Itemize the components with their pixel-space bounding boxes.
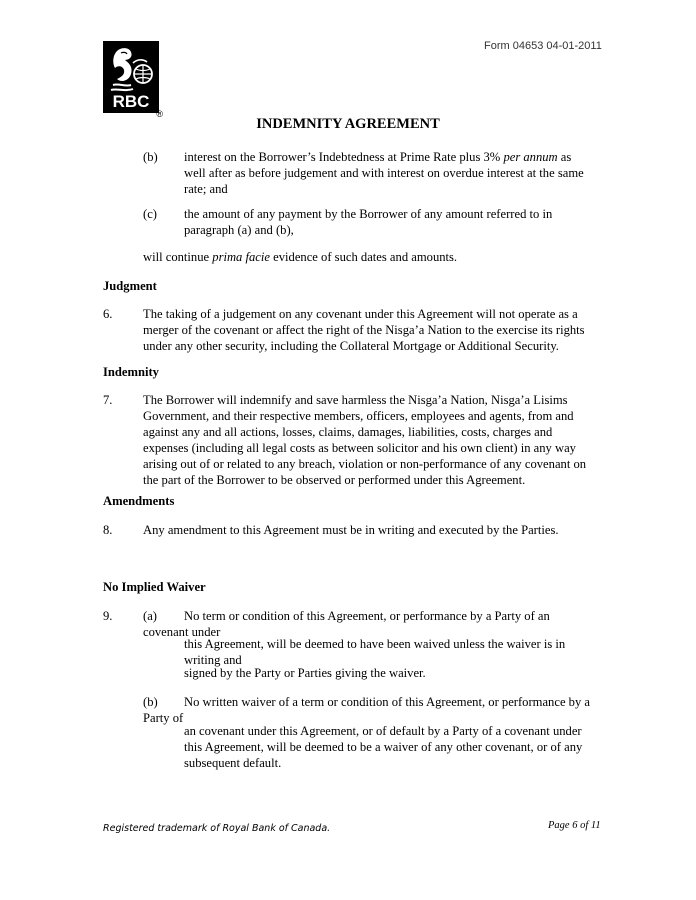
rbc-logo bbox=[103, 41, 165, 119]
heading-no-implied-waiver: No Implied Waiver bbox=[103, 580, 206, 594]
logo-text: RBC bbox=[112, 92, 150, 111]
rbc-lion-globe-icon bbox=[103, 41, 165, 119]
section-7-text: The Borrower will indemnify and save harmless the Nisga’a Nation, Nisga’a Lisims Government, and their respective members, officers, employees and agents, from and against any and all actions, losses, claims, damages, liabilities, costs, charges and expenses (including all legal costs as between solicitor and his own client) in any way arising out of or related to any breach, violation or non-performance of any covenant on the part of the Borrower to be observed or performed under this Agreement. bbox=[143, 393, 587, 487]
section-9a-label: (a) bbox=[143, 609, 157, 623]
section-9a-line1: No term or condition of this Agreement, or performance by a Party of an bbox=[184, 609, 550, 623]
section-9a-line3: this Agreement, will be deemed to have been waived unless the waiver is in bbox=[184, 637, 566, 651]
section-6-number: 6. bbox=[103, 307, 113, 321]
section-8-text: Any amendment to this Agreement must be in writing and executed by the Parties. bbox=[143, 523, 559, 537]
page-number: Page 6 of 11 bbox=[548, 820, 601, 831]
section-7-number: 7. bbox=[103, 393, 113, 407]
item-b-text: interest on the Borrower’s Indebtedness at Prime Rate plus 3% per annum as well after as before judgement and with interest on overdue interest at the same rate; and bbox=[184, 150, 584, 196]
form-code: Form 04653 04-01-2011 bbox=[484, 40, 602, 52]
heading-judgment: Judgment bbox=[103, 279, 157, 293]
continue-text: will continue prima facie evidence of such dates and amounts. bbox=[143, 250, 458, 264]
section-6-text: The taking of a judgement on any covenant under this Agreement will not operate as a merger of the covenant or affect the right of the Nisga’a Nation to the exercise its rights under any other security, including the Collateral Mortgage or Additional Security. bbox=[143, 307, 585, 353]
heading-indemnity: Indemnity bbox=[103, 365, 159, 379]
section-9b-label: (b) bbox=[143, 695, 158, 709]
trademark-footnote: Registered trademark of Royal Bank of Canada. bbox=[103, 823, 331, 834]
item-b-label: (b) bbox=[143, 150, 158, 164]
section-9b-line1: No written waiver of a term or condition of this Agreement, or performance by a bbox=[184, 695, 591, 709]
item-c-label: (c) bbox=[143, 207, 157, 221]
document-title: INDEMNITY AGREEMENT bbox=[256, 116, 440, 132]
section-9a-line2: covenant under bbox=[143, 625, 221, 639]
section-8-number: 8. bbox=[103, 523, 113, 537]
heading-amendments: Amendments bbox=[103, 494, 175, 508]
section-9-number: 9. bbox=[103, 609, 113, 623]
section-9b-line2: Party of bbox=[143, 711, 184, 725]
section-9b-rest: an covenant under this Agreement, or of default by a Party of a covenant under this Agreement, will be deemed to be a waiver of any other covenant, or of any subsequent default. bbox=[184, 724, 583, 770]
section-9a-line5: signed by the Party or Parties giving the waiver. bbox=[184, 666, 426, 680]
registered-mark: ® bbox=[156, 109, 163, 119]
section-9a-line4: writing and bbox=[184, 653, 242, 667]
item-c-text: the amount of any payment by the Borrower of any amount referred to in paragraph (a) and (b), bbox=[184, 207, 553, 237]
